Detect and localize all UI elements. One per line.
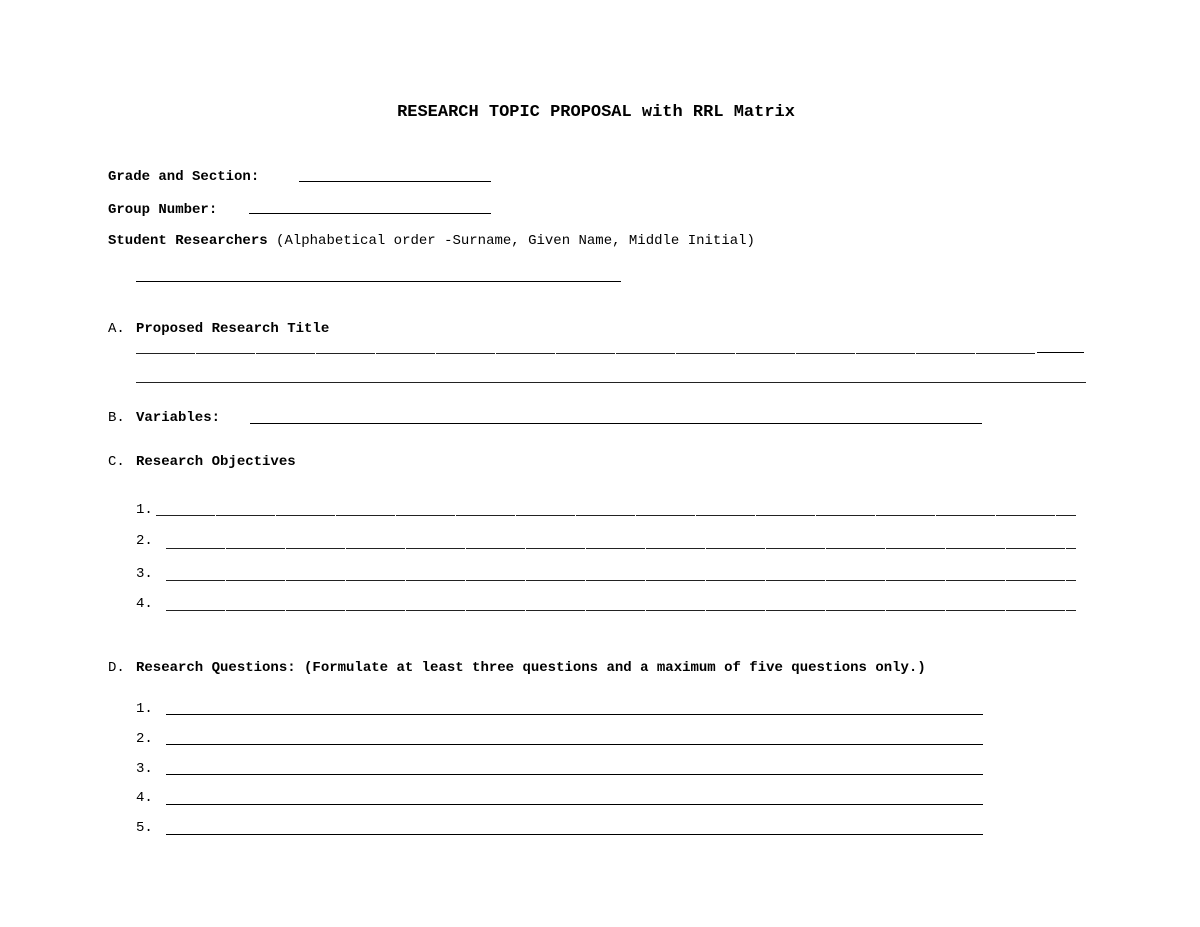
objective-field-1[interactable] [156, 515, 1076, 516]
section-d-heading: Research Questions: (Formulate at least three questions and a maximum of five questions only.) [136, 660, 926, 676]
group-number-label: Group Number: [108, 202, 218, 218]
variables-field[interactable] [250, 423, 982, 424]
question-field-4[interactable] [166, 804, 983, 805]
researchers-field[interactable] [136, 281, 621, 282]
objective-field-2[interactable] [166, 548, 1076, 549]
researchers-line [108, 233, 755, 249]
question-field-1[interactable] [166, 714, 983, 715]
section-c-letter: C. [108, 454, 125, 470]
question-number-4: 4. [136, 790, 153, 806]
research-title-field-1-end [1037, 352, 1084, 353]
section-b-heading: Variables: [136, 410, 221, 426]
researchers-label: Student Researchers [108, 233, 268, 249]
grade-section-field[interactable] [299, 181, 491, 182]
research-title-field-1[interactable] [136, 353, 1036, 354]
section-c-heading: Research Objectives [136, 454, 296, 470]
question-number-5: 5. [136, 820, 153, 836]
question-field-5[interactable] [166, 834, 983, 835]
page-title: RESEARCH TOPIC PROPOSAL with RRL Matrix [397, 103, 795, 122]
researchers-note: (Alphabetical order -Surname, Given Name, Middle Initial) [276, 233, 755, 249]
section-a-heading: Proposed Research Title [136, 321, 330, 337]
group-number-field[interactable] [249, 213, 491, 214]
question-field-3[interactable] [166, 774, 983, 775]
question-number-1: 1. [136, 701, 153, 717]
question-field-2[interactable] [166, 744, 983, 745]
objective-field-4[interactable] [166, 610, 1076, 611]
grade-section-label: Grade and Section: [108, 169, 260, 185]
section-a-letter: A. [108, 321, 125, 337]
question-number-3: 3. [136, 761, 153, 777]
research-title-field-2[interactable] [136, 382, 1086, 383]
objective-number-3: 3. [136, 566, 153, 582]
section-d-letter: D. [108, 660, 125, 676]
section-b-letter: B. [108, 410, 125, 426]
objective-number-1: 1. [136, 502, 153, 518]
objective-number-4: 4. [136, 596, 153, 612]
objective-field-3[interactable] [166, 580, 1076, 581]
objective-number-2: 2. [136, 533, 153, 549]
question-number-2: 2. [136, 731, 153, 747]
